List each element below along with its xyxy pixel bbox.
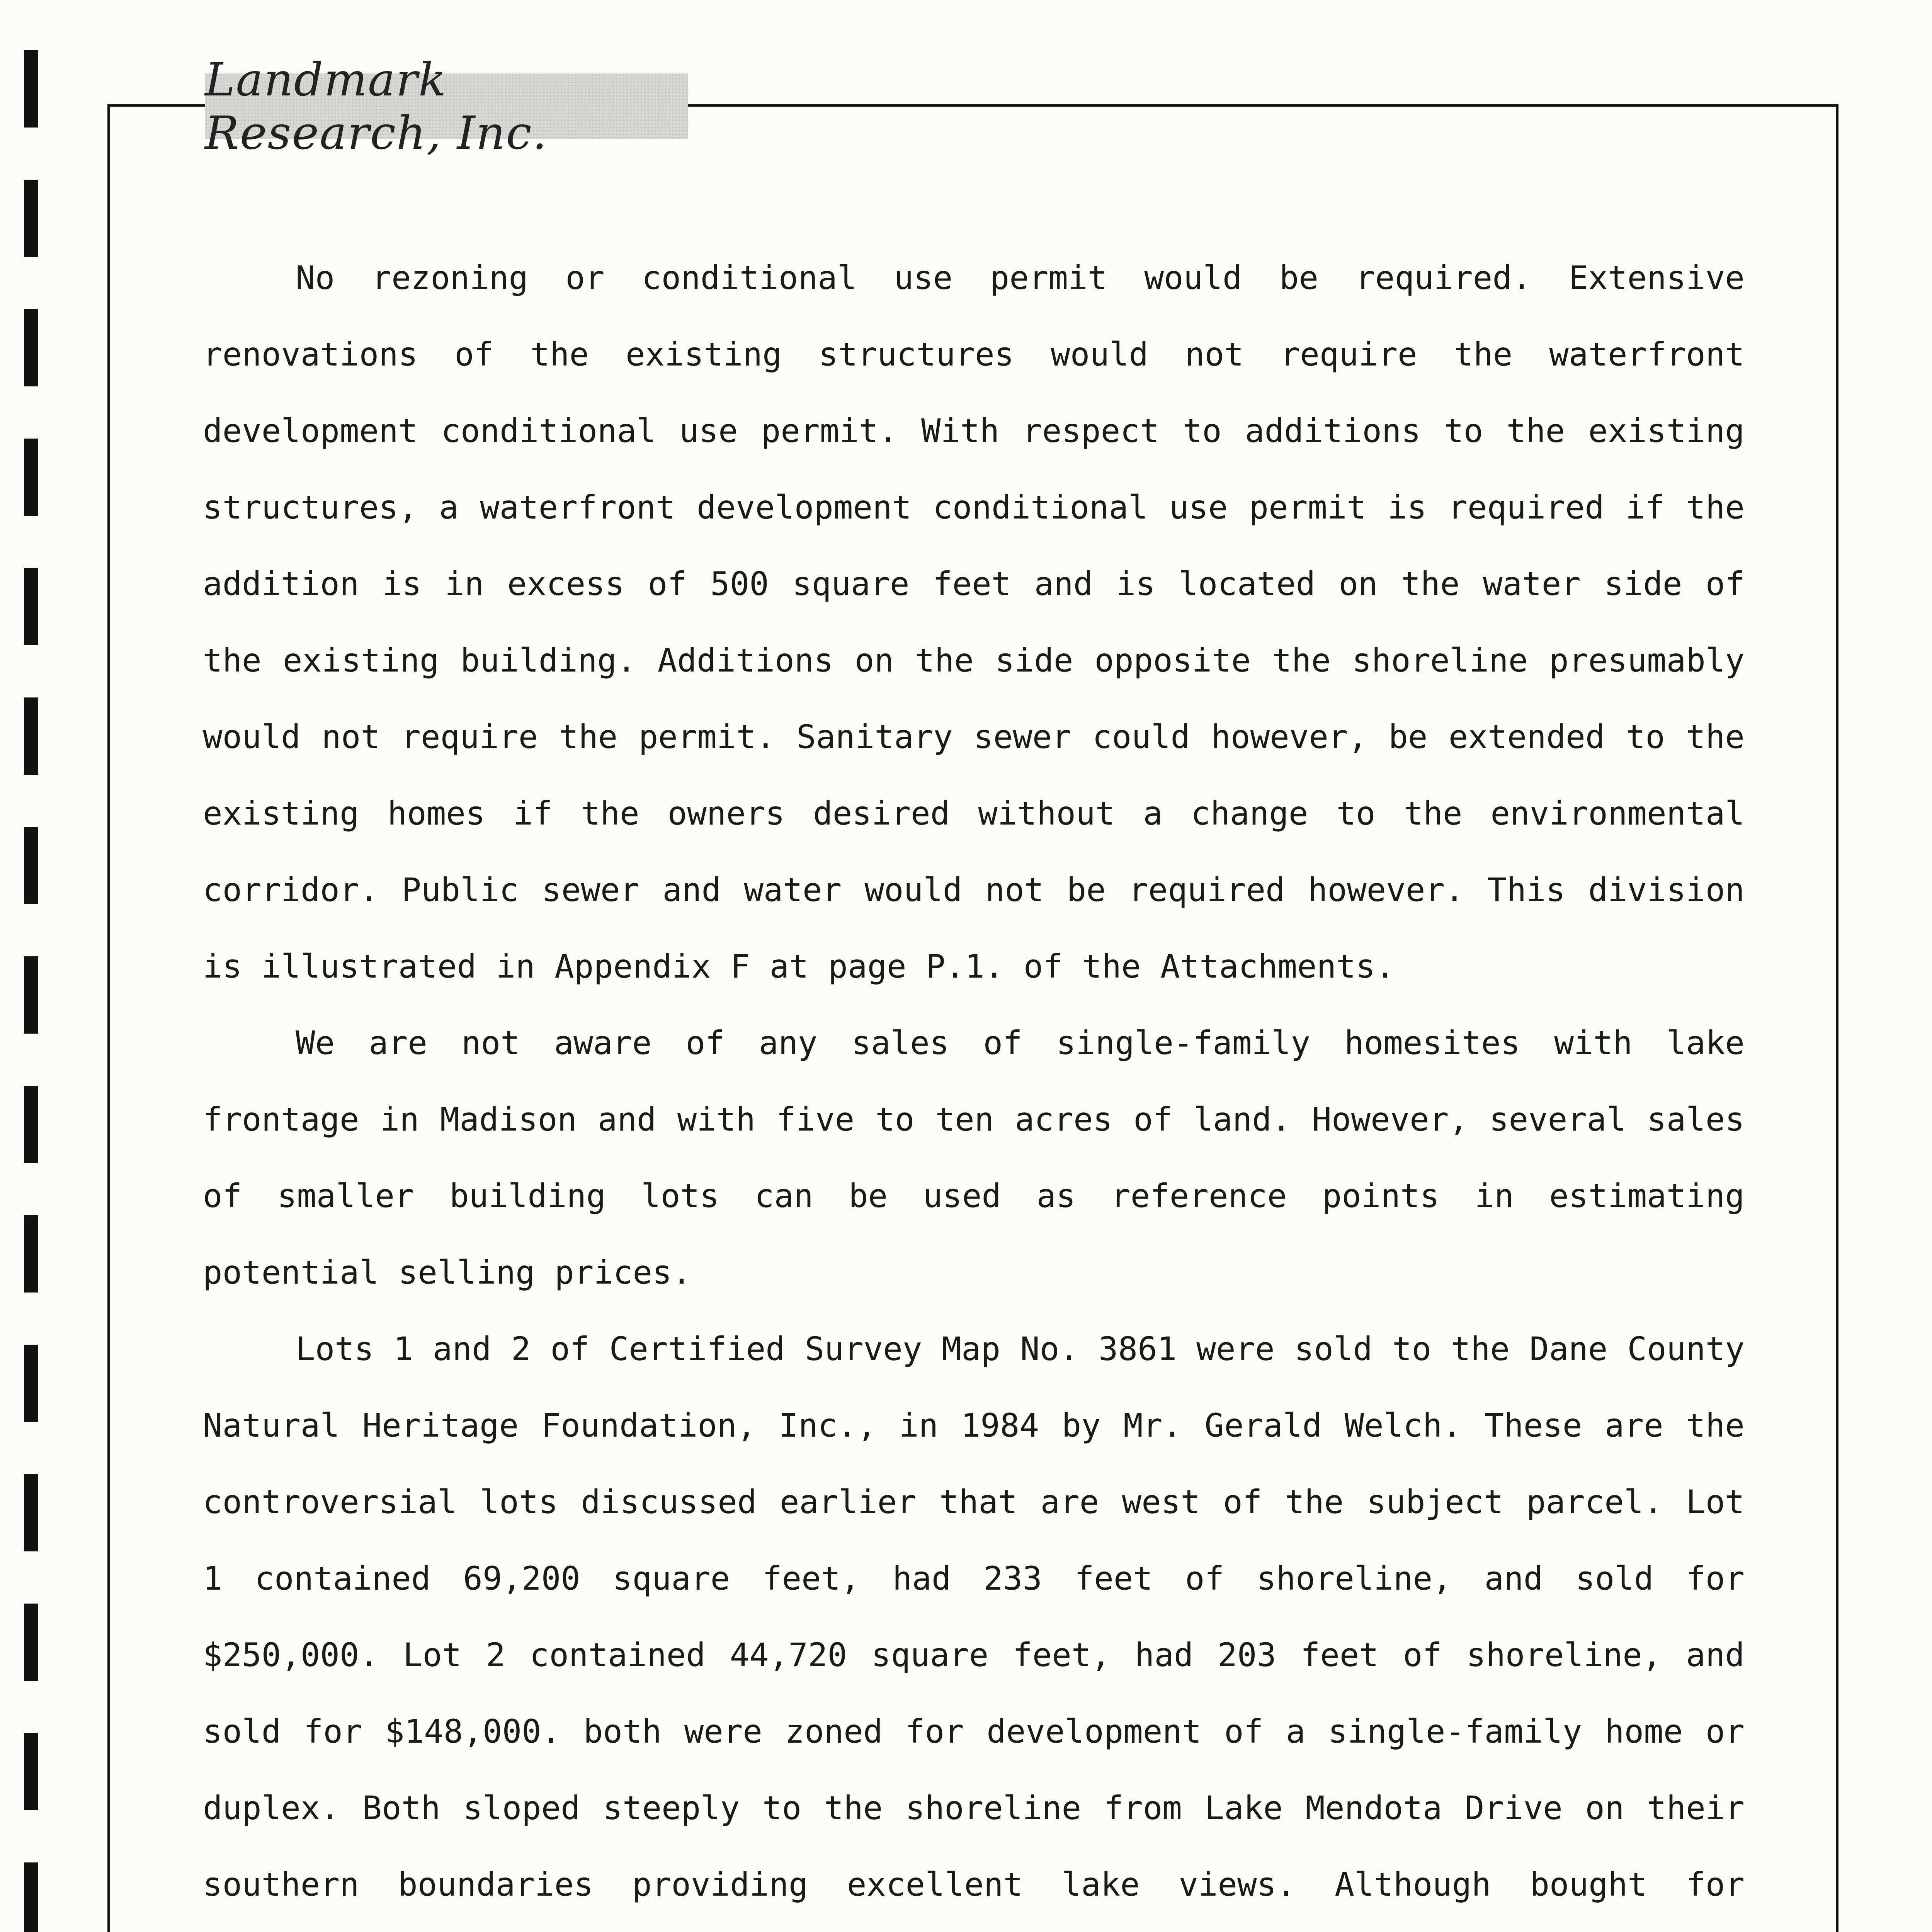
binder-mark [24,697,38,775]
binder-mark [24,50,38,128]
document-body [203,240,1745,1932]
binder-mark [24,1862,38,1932]
paragraph: Lots 1 and 2 of Certified Survey Map No. 3861 were sold to the Dane County Natural Heritage Foundation, Inc., in 1984 by Mr. Gerald Welch. These are the controversial lots discussed earlier that are west of the subject parcel. Lot 1 contained 69,200 square feet, had 233 feet of shoreline, and sold for $250,000. Lot 2 contained 44,720 square feet, had 203 feet of shoreline, and sold for $148,000. both were zoned for development of a single-family home or duplex. Both sloped steeply to the shoreline from Lake Mendota Drive on their southern boundaries providing excellent lake views. Although bought for [203,1330,1745,1903]
binder-holes [24,50,39,1932]
binder-mark [24,1604,38,1681]
binder-mark [24,180,38,257]
binder-mark [24,439,38,516]
binder-mark [24,309,38,386]
binder-mark [24,1086,38,1163]
binder-mark [24,1733,38,1810]
binder-mark [24,1215,38,1293]
paragraph: No rezoning or conditional use permit would be required. Extensive renovations of the existing structures would not require the waterfront development conditional use permit. With respect to additions to the existing structures, a waterfront development conditional use permit is required if the addition is in excess of 500 square feet and is located on the water side of the existing building. Additions on the side opposite the shoreline presumably would not require the permit. Sanitary sewer could however, be extended to the existing homes if the owners desired without a change to the environmental corridor. Public sewer and water would not be required however. This division is illustrated in Appendix F at page P.1. of the Attachments. [203,259,1745,985]
binder-mark [24,1474,38,1551]
binder-mark [24,956,38,1034]
binder-mark [24,1345,38,1422]
company-logo: Landmark Research, Inc. [205,73,688,139]
paragraph: We are not aware of any sales of single-family homesites with lake frontage in Madison and with five to ten acres of land. However, several sales of smaller building lots can be used as reference points in estimating potential selling prices. [203,1024,1745,1291]
binder-mark [24,568,38,645]
binder-mark [24,827,38,904]
